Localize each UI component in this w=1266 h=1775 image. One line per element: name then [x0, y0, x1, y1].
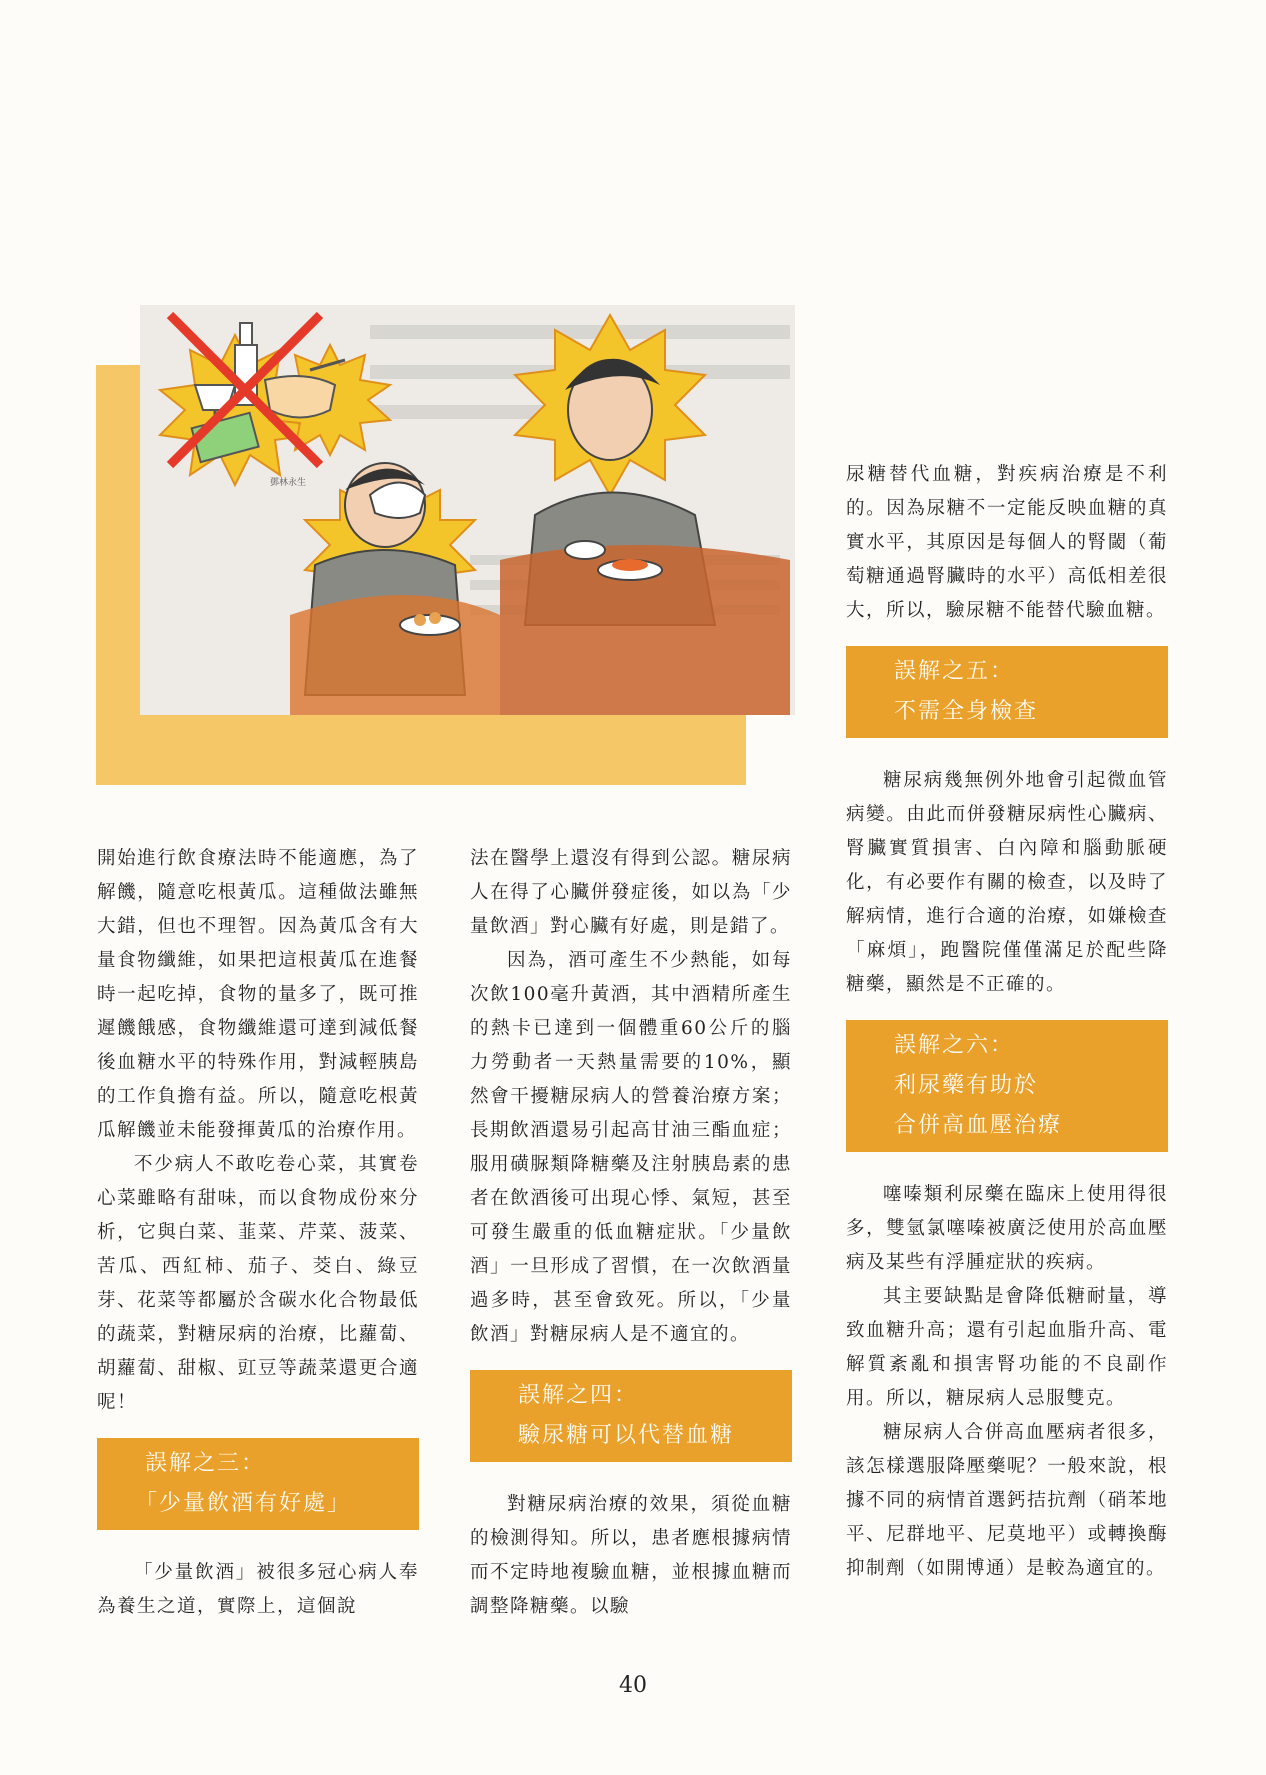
col3-paragraph: 其主要缺點是會降低糖耐量，導致血糖升高；還有引起血脂升高、電解質紊亂和損害腎功能的不良副作用。所以，糖尿病人忌服雙克。 — [846, 1286, 1168, 1409]
col3-paragraph: 糖尿病幾無例外地會引起微血管病變。由此而併發糖尿病性心臟病、腎臟實質損害、白內障和腦動脈硬化，有必要作有關的檢查，以及時了解病情，進行合適的治療，如嫌檢查「麻煩」，跑醫院僅僅滿足於配些降糖藥，顯然是不正確的。 — [846, 770, 1168, 995]
col3-paragraph: 尿糖替代血糖，對疾病治療是不利的。因為尿糖不一定能反映血糖的真實水平，其原因是每個人的腎閾（葡萄糖通過腎臟時的水平）高低相差很大，所以，驗尿糖不能替代驗血糖。 — [846, 464, 1168, 621]
heading-misconception-6 — [846, 1020, 1168, 1152]
heading-line: 利尿藥有助於 — [894, 1073, 1039, 1098]
heading-line: 不需全身檢查 — [894, 699, 1039, 724]
forbidden-items-icon — [160, 315, 390, 485]
col2-paragraph: 法在醫學上還沒有得到公認。糖尿病人在得了心臟併發症後，如以為「少量飲酒」對心臟有好處，則是錯了。 — [470, 848, 792, 937]
heading-line: 誤解之四： — [518, 1383, 639, 1408]
heading-line: 誤解之三： — [145, 1451, 266, 1476]
col2-paragraph: 因為，酒可產生不少熱能，如每次飲100毫升黃酒，其中酒精所產生的熱卡已達到一個體重60公斤的腦力勞動者一天熱量需要的10%，顯然會干擾糖尿病人的營養治療方案；長期飲酒還易引起高甘油三酯血症；服用磺脲類降糖藥及注射胰島素的患者在飲酒後可出現心悸、氣短，甚至可發生嚴重的低血糖症狀。「少量飲酒」一旦形成了習慣，在一次飲酒量過多時，甚至會致死。所以，「少量飲酒」對糖尿病人是不適宜的。 — [470, 950, 792, 1345]
col1-paragraph: 不少病人不敢吃卷心菜，其實卷心菜雖略有甜味，而以食物成份來分析，它與白菜、韮菜、芹菜、菠菜、苦瓜、西紅柿、茄子、茭白、綠豆芽、花菜等都屬於含碳水化合物最低的蔬菜，對糖尿病的治療，比蘿蔔、胡蘿蔔、甜椒、豇豆等蔬菜還更合適呢！ — [97, 1154, 419, 1413]
heading-misconception-3 — [97, 1438, 419, 1530]
col3-paragraph: 糖尿病人合併高血壓病者很多，該怎樣選服降壓藥呢？一般來說，根據不同的病情首選鈣拮抗劑（硝苯地平、尼群地平、尼莫地平）或轉換酶抑制劑（如開博通）是較為適宜的。 — [846, 1422, 1168, 1579]
column-2 — [470, 842, 792, 1624]
column-3 — [846, 458, 1168, 1586]
page-number: 40 — [619, 1673, 647, 1698]
eating-man-icon — [290, 463, 500, 715]
col3-paragraph: 噻嗪類利尿藥在臨床上使用得很多，雙氫氯噻嗪被廣泛使用於高血壓病及某些有浮腫症狀的疾病。 — [846, 1184, 1168, 1273]
illustration-signature: 鄧林永生 — [270, 478, 307, 488]
col2-paragraph: 對糖尿病治療的效果，須從血糖的檢測得知。所以，患者應根據病情而不定時地複驗血糖，並根據血糖而調整降糖藥。以驗 — [470, 1494, 792, 1617]
heading-misconception-4 — [470, 1370, 792, 1462]
col1-paragraph: 「少量飲酒」被很多冠心病人奉為養生之道，實際上，這個說 — [97, 1562, 419, 1617]
cartoon-scene — [140, 305, 795, 715]
illustration — [140, 305, 795, 715]
heading-line: 誤解之六： — [894, 1033, 1015, 1058]
heading-line: 誤解之五： — [894, 659, 1015, 684]
heading-misconception-5 — [846, 646, 1168, 738]
heading-line: 合併高血壓治療 — [894, 1113, 1063, 1138]
column-1 — [97, 842, 419, 1624]
heading-line: 驗尿糖可以代替血糖 — [518, 1423, 735, 1448]
heading-line: 「少量飲酒有好處」 — [135, 1491, 352, 1516]
col1-paragraph: 開始進行飲食療法時不能適應，為了解饑，隨意吃根黃瓜。這種做法雖無大錯，但也不理智。因為黃瓜含有大量食物纖維，如果把這根黃瓜在進餐時一起吃掉，食物的量多了，既可推遲饑餓感，食物纖維還可達到減低餐後血糖水平的特殊作用，對減輕胰島的工作負擔有益。所以，隨意吃根黃瓜解饑並未能發揮黃瓜的治療作用。 — [97, 848, 419, 1141]
